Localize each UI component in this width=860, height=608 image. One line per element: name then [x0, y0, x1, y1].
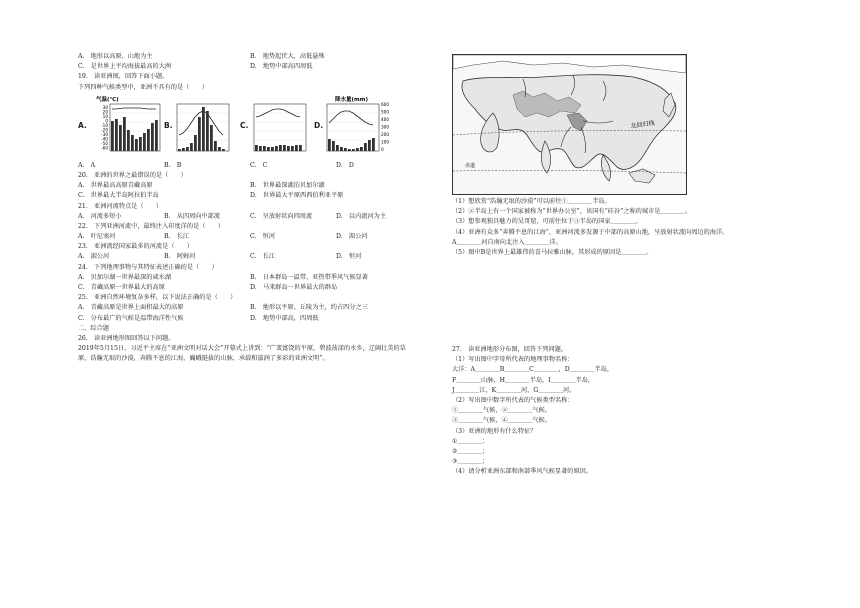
- q27-line-11: ③＿＿＿＿；: [452, 458, 489, 466]
- q26-item-4: （4）亚洲有众多“奔腾不息的江海”，亚洲河流多发源于中部的高原山地，呈放射状流向周边的海洋。: [452, 228, 729, 236]
- q18-option-b: B. 地势起伏大，高低悬殊: [250, 53, 325, 60]
- q22-options: [78, 232, 428, 242]
- climate-chart-d: [323, 95, 413, 155]
- q27-line-10: ②＿＿＿＿；: [452, 447, 489, 455]
- q19-stem: 下列四种气候类型中，亚洲不具有的是（ ）: [78, 83, 208, 91]
- q25-option-c: C. 分布最广的气候是温带海洋性气候: [78, 314, 184, 322]
- q20-option-d: D. 世界最大平原西西伯利亚平原: [250, 192, 344, 200]
- svg-text:10: 10: [102, 113, 108, 119]
- q27-line-5: （2）写出图中数字所代表的气候类型名称：: [452, 396, 574, 404]
- chart-d-axis-title: 降水量(mm): [335, 96, 368, 103]
- q25-option-row-1: [78, 303, 428, 313]
- q27-line-9: ①＿＿＿＿；: [452, 437, 489, 445]
- climate-chart-c: [250, 95, 312, 155]
- q19-option-a: A. A: [78, 161, 96, 169]
- q27-heading: 27. 读亚洲地形分布图，回答下列问题。: [452, 346, 568, 353]
- q20-option-row-2: [78, 191, 428, 201]
- q26-item-3: （3）想参观独具魅力的吴哥窟，可前往位于③半岛的国家＿＿＿＿。: [452, 218, 642, 226]
- q21-stem: 21. 亚洲河流特点是（ ）: [78, 202, 163, 210]
- q20-option-a: A. 世界最高高原青藏高原: [78, 182, 153, 190]
- q23-stem: 23. 亚洲流经国家最多的河流是（ ）: [78, 243, 194, 251]
- q22-stem: 22. 下列亚洲河流中，最终注入印度洋的是（ ）: [78, 222, 224, 230]
- q26-item-4-cont: A＿＿＿＿河自南向北注入＿＿＿＿洋。: [452, 238, 562, 246]
- q26-heading: 26. 读亚洲地形图回答以下问题。: [78, 334, 175, 342]
- chart-c-label: C.: [240, 120, 249, 130]
- svg-text:500: 500: [381, 109, 389, 115]
- svg-text:-60: -60: [101, 145, 108, 151]
- q21-option-d: D. 以内流河为主: [336, 212, 387, 220]
- map-label-tropic: 北回归线: [630, 119, 656, 130]
- q19-option-b: B. B: [164, 161, 182, 169]
- q23-options: [78, 252, 428, 262]
- q19-options: [78, 161, 428, 171]
- q19-option-d: D. D: [336, 161, 354, 169]
- section-heading: 二、综合题: [78, 324, 109, 332]
- q23-option-b: B. 阿姆河: [164, 253, 196, 261]
- climate-chart-b: [173, 95, 235, 155]
- q20-option-b: B. 世界最深湖泊贝加尔湖: [250, 182, 325, 190]
- q22-option-a: A. 叶尼塞河: [78, 233, 116, 241]
- q20-option-row-1: [78, 181, 428, 191]
- q24-option-c: C. 青藏高原一世界最大的高原: [78, 284, 165, 291]
- q24-option-b: B. 日本群岛一温带、亚热带季风气候显著: [250, 273, 368, 281]
- q25-option-row-2: [78, 314, 428, 324]
- q23-option-d: D. 恒河: [336, 253, 362, 261]
- svg-text:-10: -10: [101, 122, 108, 128]
- q24-option-a: A. 贝加尔湖一世界最深的咸水湖: [78, 273, 172, 281]
- svg-text:0: 0: [105, 118, 108, 124]
- svg-text:300: 300: [381, 124, 389, 130]
- svg-text:-30: -30: [101, 131, 108, 137]
- q22-option-c: C. 恒河: [250, 233, 276, 241]
- q21-option-c: C. 呈放射状向四周流: [250, 212, 313, 220]
- q22-option-d: D. 湄公河: [336, 233, 368, 241]
- q24-option-d: D. 马来群岛一世界最大的群岛: [250, 284, 338, 291]
- q18-option-row-1: [78, 52, 428, 62]
- q26-item-5: （5）图中B是世界上最雄伟的喜马拉雅山脉，其形成的原因是＿＿＿＿。: [452, 248, 653, 256]
- q27-line-12: （4）请分析亚洲东部和南部季风气候显著的原因。: [452, 468, 593, 476]
- q21-option-b: B. 从四周向中部流: [164, 212, 221, 220]
- q27-line-4: J＿＿＿＿江，K＿＿＿＿河，G＿＿＿＿河。: [452, 386, 576, 394]
- svg-text:600: 600: [381, 101, 389, 107]
- chart-b-label: B.: [164, 120, 173, 130]
- q18-option-c: C. 是世界上平均海拔最高的大洲: [78, 63, 172, 71]
- q27-line-8: （3）亚洲的地形有什么特征？: [452, 427, 537, 435]
- q24-stem: 24. 下列地理事物与其特征表述正确的是（ ）: [78, 263, 218, 271]
- q27-line-7: ③＿＿＿＿气候，④＿＿＿＿气候。: [452, 417, 551, 425]
- asia-map: [452, 54, 687, 195]
- svg-text:200: 200: [381, 131, 389, 137]
- q21-option-a: A. 河流多短小: [78, 212, 122, 220]
- q27-block: [452, 345, 797, 477]
- q18-option-a: A. 地形以高原、山地为主: [78, 53, 153, 60]
- q24-option-row-1: [78, 273, 428, 283]
- map-label-equator: 赤道: [465, 163, 476, 169]
- q27-line-1: （1）写出图中字母所代表的地理事物名称：: [452, 356, 574, 364]
- q21-options: [78, 212, 428, 222]
- q27-line-3: F＿＿＿＿山脉，H＿＿＿＿半岛，I＿＿＿＿半岛，: [452, 376, 595, 384]
- q19-option-c: C. C: [250, 161, 268, 169]
- svg-text:20: 20: [102, 109, 108, 115]
- left-column: [78, 52, 428, 365]
- climate-charts: [78, 95, 428, 157]
- q25-stem: 25. 亚洲自然环境复杂多样，以下说法正确的是（ ）: [78, 294, 237, 302]
- climate-chart-a: [86, 95, 164, 155]
- chart-a-label: A.: [78, 120, 87, 130]
- svg-text:0: 0: [381, 146, 384, 152]
- q20-stem: 20. 亚洲的世界之最错误的是（ ）: [78, 171, 187, 179]
- q27-line-6: ①＿＿＿＿气候，②＿＿＿＿气候。: [452, 407, 551, 415]
- svg-text:100: 100: [381, 139, 389, 145]
- svg-text:-40: -40: [101, 136, 108, 142]
- chart-a-axis-title: 气温(℃): [96, 96, 119, 103]
- q19-heading: 19. 读亚洲图，回答下面小题。: [78, 73, 169, 81]
- svg-text:-20: -20: [101, 127, 108, 133]
- q25-option-d: D. 地势中部高，四周低: [250, 314, 319, 322]
- svg-text:-50: -50: [101, 140, 108, 146]
- q22-option-b: B. 长江: [164, 233, 190, 241]
- q27-line-2: 大洋：A＿＿＿＿B＿＿＿＿C＿＿＿＿，D＿＿＿＿半岛，: [452, 366, 614, 374]
- svg-text:400: 400: [381, 116, 389, 122]
- q18-option-row-2: [78, 62, 428, 72]
- q26-item-1: （1）想欣赏“浩瀚无垠的沙漠”可以前往①＿＿＿＿半岛。: [452, 198, 611, 205]
- right-column: [452, 197, 797, 258]
- svg-text:30: 30: [102, 104, 108, 110]
- q23-option-a: A. 湄公河: [78, 253, 110, 261]
- q26-item-2: （2）②半岛上有一个国家被称为“世界办公室”，该国有“硅谷”之称的城市是＿＿＿＿。: [452, 208, 692, 216]
- q23-option-c: C. 长江: [250, 253, 276, 261]
- q18-option-d: D. 地势中部高四周低: [250, 63, 313, 71]
- q25-option-a: A. 青藏高原是世界上面积最大的高原: [78, 304, 184, 312]
- q26-paragraph: 2019年5月15日，习近平主席在“亚洲文明对话大会”开幕式上讲到：“广袤富饶的平原，碧波荡漾的水乡，辽阔壮美的草原，浩瀚无垠的沙漠，奔腾不息的江海，巍峨挺拔的山脉，承载和滋润了多彩的亚洲文明”。: [78, 345, 406, 363]
- chart-d-label: D.: [314, 120, 324, 130]
- q25-option-b: B. 地形以平原、丘陵为主，约占四分之三: [250, 304, 368, 312]
- q24-option-row-2: [78, 283, 428, 293]
- q20-option-c: C. 世界最大半岛阿拉伯半岛: [78, 192, 159, 200]
